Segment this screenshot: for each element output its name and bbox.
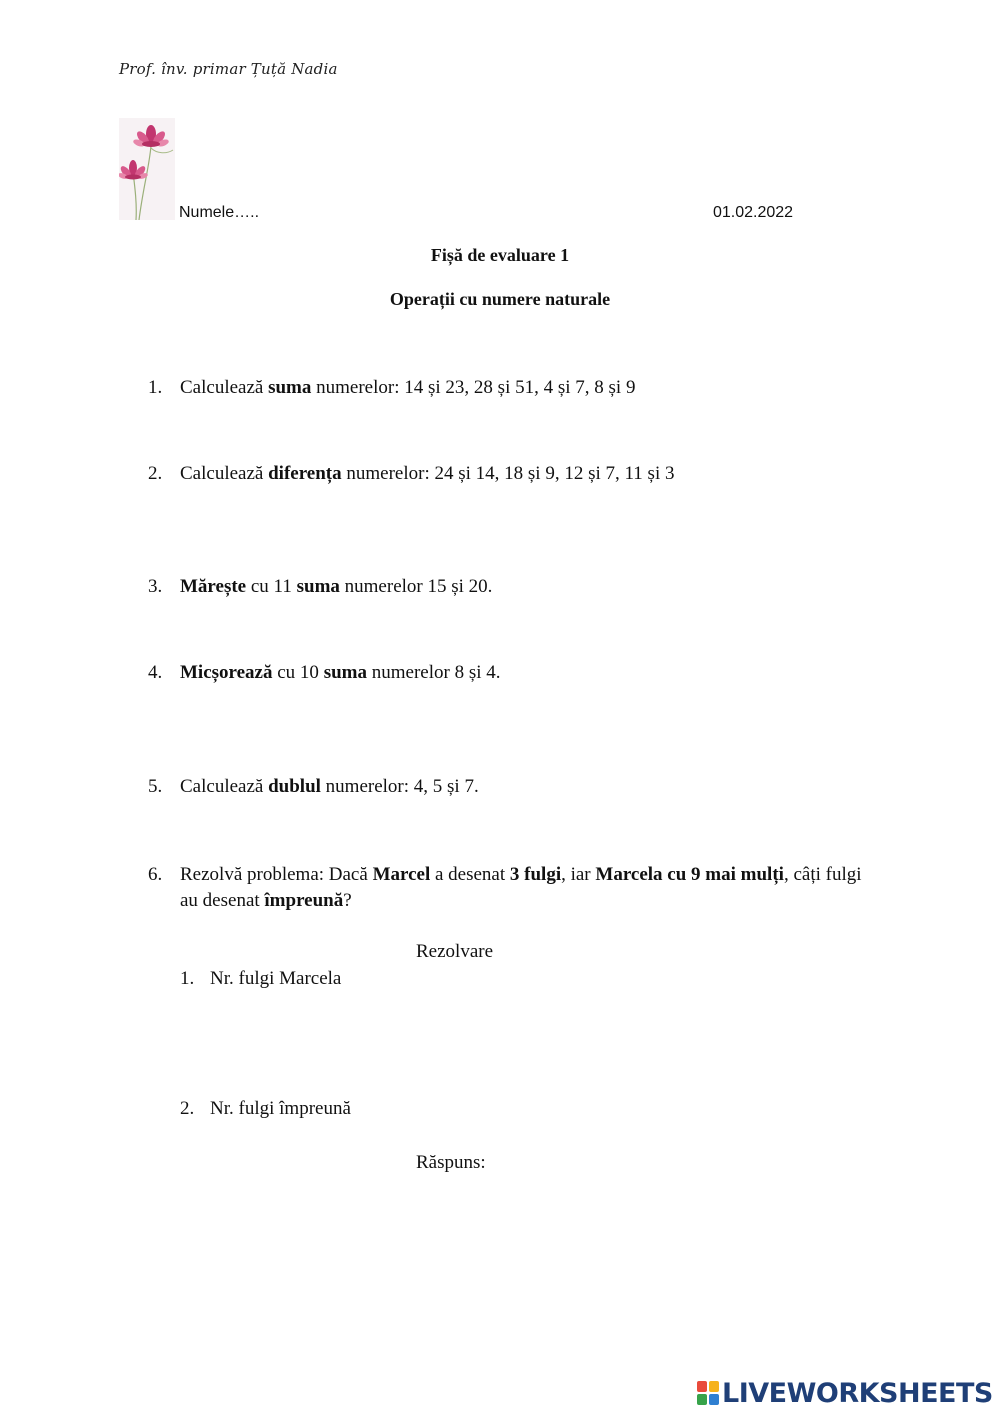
question-4 (148, 660, 501, 686)
question-number: 4. (148, 662, 163, 683)
logo-text: LIVEWORKSHEETS (722, 1377, 993, 1409)
worksheet-title: Fișă de evaluare 1 (430, 245, 570, 265)
name-field-label: Numele….. (179, 204, 260, 221)
step-number: 1. (180, 968, 195, 989)
question-5 (148, 774, 479, 800)
answer-label: Răspuns: (416, 1152, 486, 1173)
logo-square-green (697, 1394, 707, 1405)
solution-step-1 (180, 968, 341, 990)
question-number: 3. (148, 576, 163, 597)
liveworksheets-logo[interactable] (697, 1378, 993, 1408)
author-line: Prof. înv. primar Țuță Nadia (119, 60, 338, 78)
step-text: Nr. fulgi Marcela (210, 968, 342, 989)
logo-square-blue (709, 1394, 719, 1405)
question-3 (148, 574, 493, 600)
question-text: Micșorează cu 10 suma numerelor 8 și 4. (180, 662, 501, 683)
logo-square-red (697, 1381, 707, 1392)
step-text: Nr. fulgi împreună (210, 1098, 351, 1119)
question-text: Rezolvă problema: Dacă Marcel a desenat 3 fulgi, iar Marcela cu 9 mai mulți, câți fulgi au desenat împreună? (180, 864, 862, 911)
question-text: Calculează suma numerelor: 14 și 23, 28 și 51, 4 și 7, 8 și 9 (180, 377, 636, 398)
question-6 (148, 862, 862, 911)
question-number: 1. (148, 377, 163, 398)
question-number: 2. (148, 463, 163, 484)
question-1 (148, 375, 636, 401)
date-text: 01.02.2022 (713, 204, 794, 221)
question-text: Calculează dublul numerelor: 4, 5 și 7. (180, 776, 479, 797)
solution-step-2 (180, 1098, 351, 1120)
question-text: Calculează diferența numerelor: 24 și 14, 18 și 9, 12 și 7, 11 și 3 (180, 463, 675, 484)
logo-badge-icon (697, 1381, 719, 1405)
question-2 (148, 461, 675, 487)
question-text: Mărește cu 11 suma numerelor 15 și 20. (180, 576, 493, 597)
logo-square-yellow (709, 1381, 719, 1392)
solution-label: Rezolvare (416, 941, 494, 962)
step-number: 2. (180, 1098, 195, 1119)
worksheet-subtitle: Operații cu numere naturale (389, 289, 611, 309)
question-number: 5. (148, 776, 163, 797)
question-number: 6. (148, 864, 163, 885)
lotus-flower-image (119, 118, 175, 220)
